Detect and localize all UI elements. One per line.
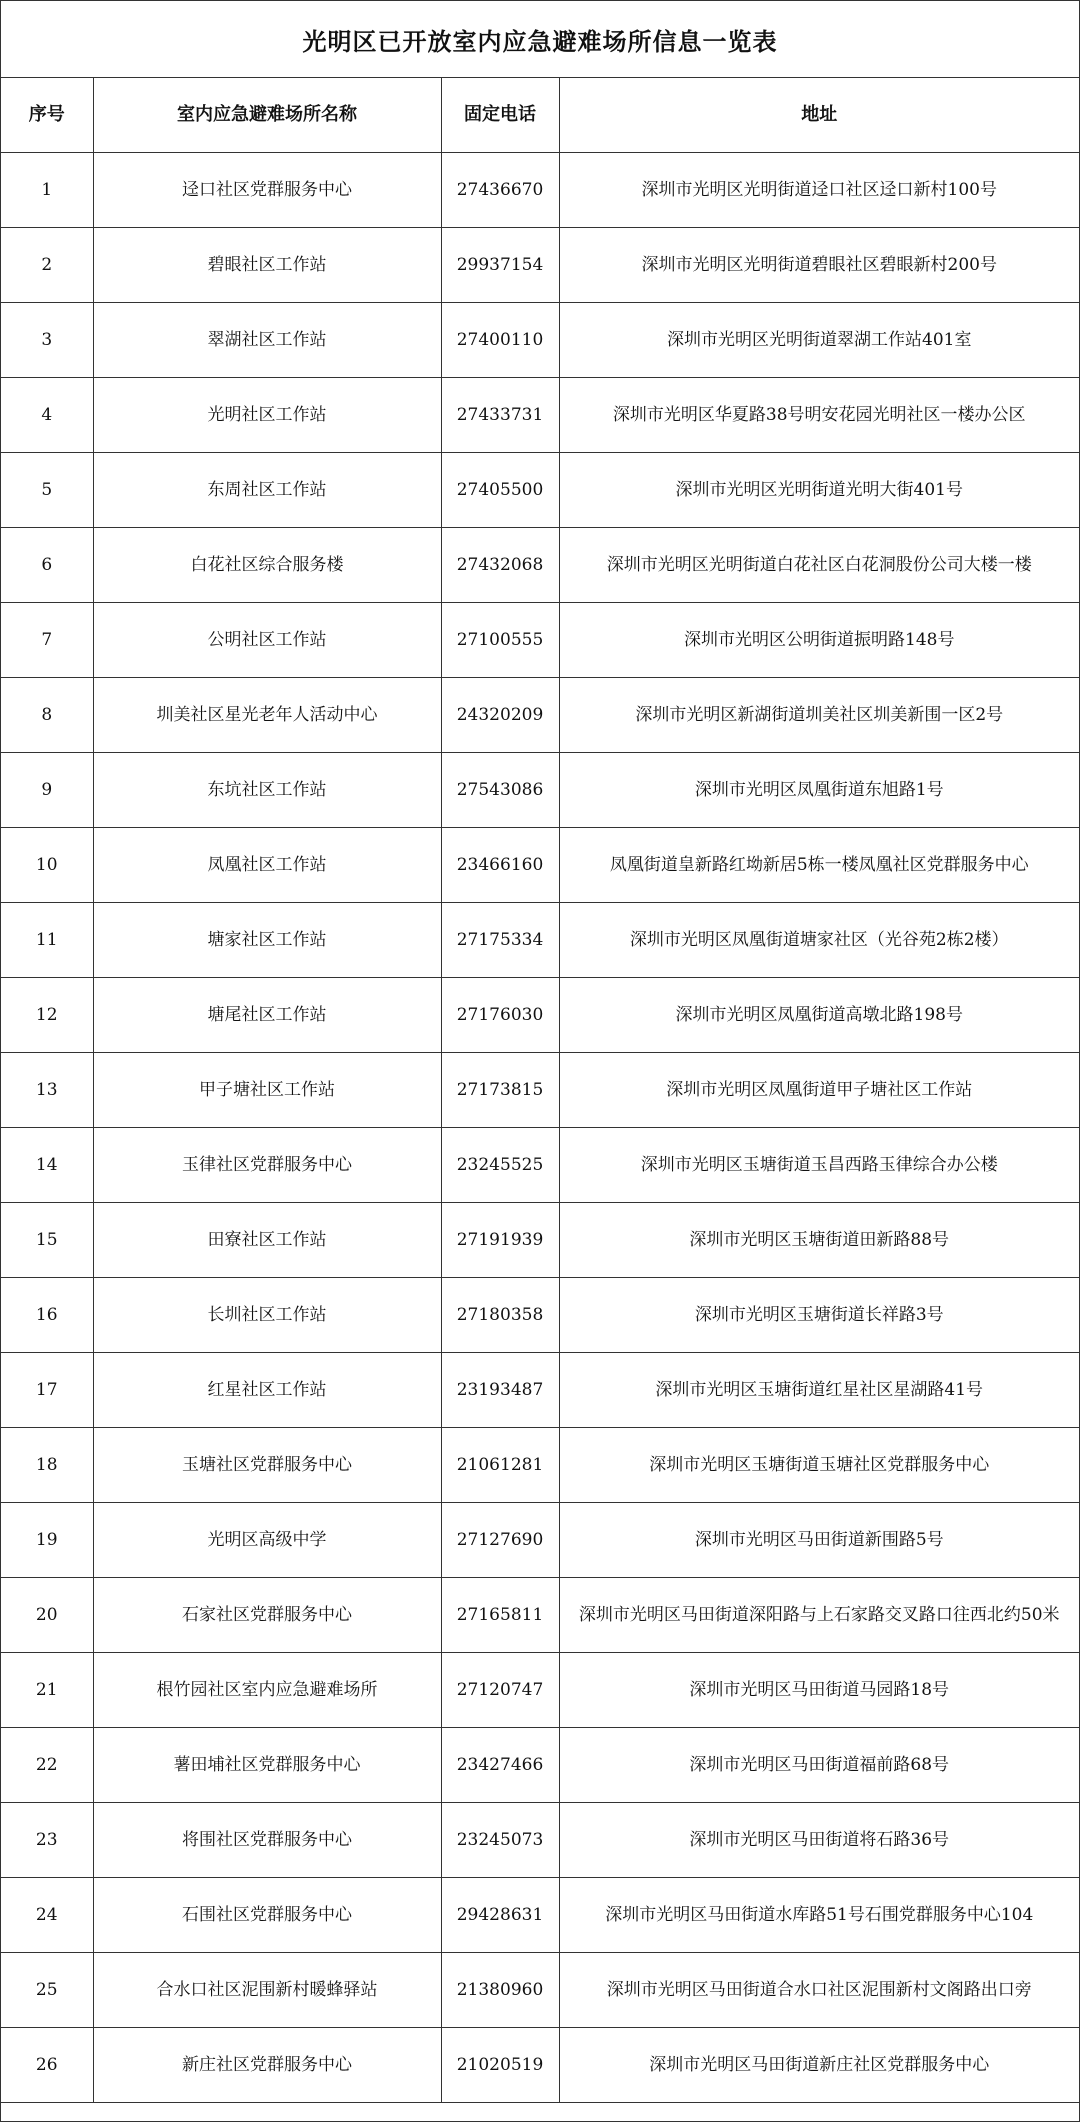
cell-no: 8	[1, 678, 93, 753]
cell-phone: 29428631	[441, 1878, 559, 1953]
cell-no: 16	[1, 1278, 93, 1353]
column-header-no: 序号	[1, 78, 93, 153]
cell-phone: 27400110	[441, 303, 559, 378]
cell-name: 公明社区工作站	[93, 603, 441, 678]
cell-no: 5	[1, 453, 93, 528]
cell-name: 玉律社区党群服务中心	[93, 1128, 441, 1203]
table-row	[1, 528, 1079, 603]
cell-no: 25	[1, 1953, 93, 2028]
cell-address: 深圳市光明区公明街道振明路148号	[559, 603, 1079, 678]
table-row	[1, 1053, 1079, 1128]
table-row	[1, 603, 1079, 678]
table-row	[1, 1878, 1079, 1953]
cell-name: 田寮社区工作站	[93, 1203, 441, 1278]
cell-no: 21	[1, 1653, 93, 1728]
cell-phone: 27191939	[441, 1203, 559, 1278]
table-row	[1, 828, 1079, 903]
cell-address: 深圳市光明区马田街道马园路18号	[559, 1653, 1079, 1728]
cell-address: 深圳市光明区玉塘街道玉塘社区党群服务中心	[559, 1428, 1079, 1503]
cell-phone: 27433731	[441, 378, 559, 453]
cell-name: 光明区高级中学	[93, 1503, 441, 1578]
table-row	[1, 2028, 1079, 2103]
cell-phone: 29937154	[441, 228, 559, 303]
cell-no: 2	[1, 228, 93, 303]
cell-address: 深圳市光明区光明街道翠湖工作站401室	[559, 303, 1079, 378]
table-row	[1, 753, 1079, 828]
cell-phone: 27100555	[441, 603, 559, 678]
cell-name: 根竹园社区室内应急避难场所	[93, 1653, 441, 1728]
table-row	[1, 1728, 1079, 1803]
table-row	[1, 453, 1079, 528]
cell-address: 深圳市光明区马田街道水库路51号石围党群服务中心104	[559, 1878, 1079, 1953]
cell-no: 4	[1, 378, 93, 453]
cell-phone: 23245525	[441, 1128, 559, 1203]
cell-address: 深圳市光明区光明街道白花社区白花洞股份公司大楼一楼	[559, 528, 1079, 603]
table-row	[1, 1803, 1079, 1878]
cell-name: 薯田埔社区党群服务中心	[93, 1728, 441, 1803]
cell-name: 塘尾社区工作站	[93, 978, 441, 1053]
cell-address: 深圳市光明区凤凰街道东旭路1号	[559, 753, 1079, 828]
cell-phone: 24320209	[441, 678, 559, 753]
cell-no: 7	[1, 603, 93, 678]
cell-address: 凤凰街道皇新路红坳新居5栋一楼凤凰社区党群服务中心	[559, 828, 1079, 903]
cell-name: 石围社区党群服务中心	[93, 1878, 441, 1953]
table-row	[1, 1203, 1079, 1278]
table-header-row	[1, 78, 1079, 153]
table-body	[1, 153, 1079, 2103]
cell-phone: 27405500	[441, 453, 559, 528]
table-row	[1, 678, 1079, 753]
cell-phone: 27543086	[441, 753, 559, 828]
cell-name: 碧眼社区工作站	[93, 228, 441, 303]
cell-address: 深圳市光明区凤凰街道甲子塘社区工作站	[559, 1053, 1079, 1128]
cell-name: 凤凰社区工作站	[93, 828, 441, 903]
cell-no: 18	[1, 1428, 93, 1503]
cell-no: 1	[1, 153, 93, 228]
cell-no: 24	[1, 1878, 93, 1953]
cell-no: 14	[1, 1128, 93, 1203]
cell-no: 11	[1, 903, 93, 978]
cell-address: 深圳市光明区凤凰街道高墩北路198号	[559, 978, 1079, 1053]
page-title: 光明区已开放室内应急避难场所信息一览表	[1, 1, 1079, 78]
cell-no: 10	[1, 828, 93, 903]
cell-name: 合水口社区泥围新村暖蜂驿站	[93, 1953, 441, 2028]
cell-name: 光明社区工作站	[93, 378, 441, 453]
table-row	[1, 153, 1079, 228]
cell-name: 翠湖社区工作站	[93, 303, 441, 378]
cell-address: 深圳市光明区马田街道深阳路与上石家路交叉路口往西北约50米	[559, 1578, 1079, 1653]
cell-name: 圳美社区星光老年人活动中心	[93, 678, 441, 753]
cell-no: 17	[1, 1353, 93, 1428]
cell-address: 深圳市光明区凤凰街道塘家社区（光谷苑2栋2楼）	[559, 903, 1079, 978]
cell-phone: 27173815	[441, 1053, 559, 1128]
cell-phone: 21020519	[441, 2028, 559, 2103]
cell-name: 将围社区党群服务中心	[93, 1803, 441, 1878]
cell-phone: 27165811	[441, 1578, 559, 1653]
cell-phone: 27127690	[441, 1503, 559, 1578]
table-row	[1, 1353, 1079, 1428]
cell-phone: 27432068	[441, 528, 559, 603]
cell-name: 东周社区工作站	[93, 453, 441, 528]
cell-address: 深圳市光明区马田街道合水口社区泥围新村文阁路出口旁	[559, 1953, 1079, 2028]
column-header-address: 地址	[559, 78, 1079, 153]
cell-name: 长圳社区工作站	[93, 1278, 441, 1353]
cell-no: 23	[1, 1803, 93, 1878]
cell-name: 新庄社区党群服务中心	[93, 2028, 441, 2103]
cell-no: 3	[1, 303, 93, 378]
cell-address: 深圳市光明区光明街道碧眼社区碧眼新村200号	[559, 228, 1079, 303]
table-row	[1, 1578, 1079, 1653]
cell-no: 12	[1, 978, 93, 1053]
table-row	[1, 903, 1079, 978]
cell-phone: 27175334	[441, 903, 559, 978]
cell-no: 15	[1, 1203, 93, 1278]
cell-phone: 23466160	[441, 828, 559, 903]
table-row	[1, 378, 1079, 453]
cell-address: 深圳市光明区马田街道新围路5号	[559, 1503, 1079, 1578]
table-row	[1, 1953, 1079, 2028]
cell-phone: 21061281	[441, 1428, 559, 1503]
table-row	[1, 228, 1079, 303]
cell-address: 深圳市光明区光明街道光明大街401号	[559, 453, 1079, 528]
cell-phone: 27176030	[441, 978, 559, 1053]
column-header-name: 室内应急避难场所名称	[93, 78, 441, 153]
cell-address: 深圳市光明区玉塘街道田新路88号	[559, 1203, 1079, 1278]
cell-name: 塘家社区工作站	[93, 903, 441, 978]
cell-name: 甲子塘社区工作站	[93, 1053, 441, 1128]
cell-phone: 27120747	[441, 1653, 559, 1728]
cell-name: 东坑社区工作站	[93, 753, 441, 828]
cell-phone: 23427466	[441, 1728, 559, 1803]
table-row	[1, 1503, 1079, 1578]
cell-address: 深圳市光明区玉塘街道红星社区星湖路41号	[559, 1353, 1079, 1428]
cell-name: 白花社区综合服务楼	[93, 528, 441, 603]
cell-name: 红星社区工作站	[93, 1353, 441, 1428]
table-row	[1, 1128, 1079, 1203]
cell-phone: 27180358	[441, 1278, 559, 1353]
table-row	[1, 1653, 1079, 1728]
cell-address: 深圳市光明区马田街道将石路36号	[559, 1803, 1079, 1878]
cell-no: 9	[1, 753, 93, 828]
cell-name: 迳口社区党群服务中心	[93, 153, 441, 228]
cell-no: 6	[1, 528, 93, 603]
cell-phone: 23193487	[441, 1353, 559, 1428]
cell-no: 22	[1, 1728, 93, 1803]
cell-address: 深圳市光明区马田街道新庄社区党群服务中心	[559, 2028, 1079, 2103]
cell-address: 深圳市光明区马田街道福前路68号	[559, 1728, 1079, 1803]
cell-no: 19	[1, 1503, 93, 1578]
table-row	[1, 978, 1079, 1053]
cell-address: 深圳市光明区玉塘街道长祥路3号	[559, 1278, 1079, 1353]
cell-address: 深圳市光明区新湖街道圳美社区圳美新围一区2号	[559, 678, 1079, 753]
shelter-table	[1, 78, 1079, 2103]
cell-address: 深圳市光明区光明街道迳口社区迳口新村100号	[559, 153, 1079, 228]
cell-name: 石家社区党群服务中心	[93, 1578, 441, 1653]
cell-address: 深圳市光明区华夏路38号明安花园光明社区一楼办公区	[559, 378, 1079, 453]
table-row	[1, 303, 1079, 378]
cell-phone: 27436670	[441, 153, 559, 228]
cell-phone: 21380960	[441, 1953, 559, 2028]
cell-no: 13	[1, 1053, 93, 1128]
cell-name: 玉塘社区党群服务中心	[93, 1428, 441, 1503]
cell-phone: 23245073	[441, 1803, 559, 1878]
table-row	[1, 1428, 1079, 1503]
cell-address: 深圳市光明区玉塘街道玉昌西路玉律综合办公楼	[559, 1128, 1079, 1203]
table-row	[1, 1278, 1079, 1353]
column-header-phone: 固定电话	[441, 78, 559, 153]
cell-no: 20	[1, 1578, 93, 1653]
cell-no: 26	[1, 2028, 93, 2103]
